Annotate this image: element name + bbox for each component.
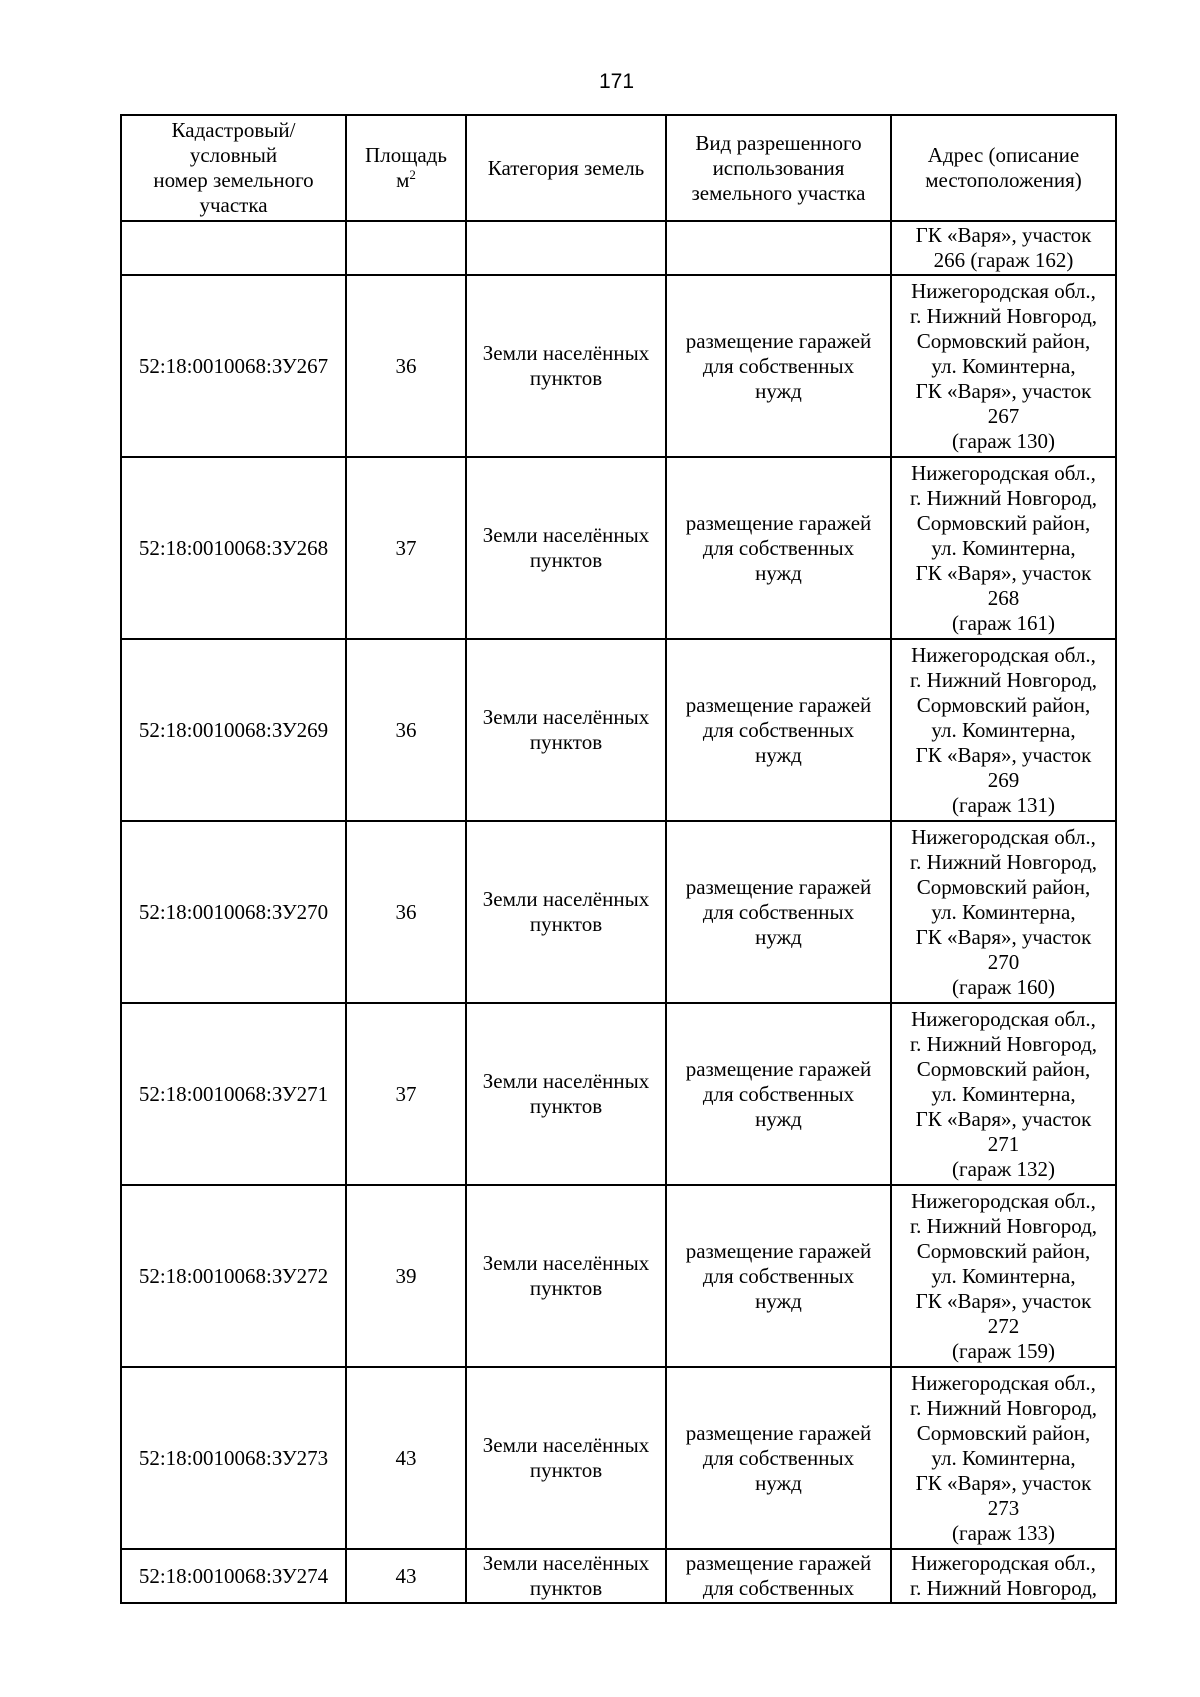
cell-area: 43 — [346, 1367, 466, 1549]
cell-area: 43 — [346, 1549, 466, 1603]
cell-land-category: Земли населённых пунктов — [466, 1185, 666, 1367]
table-row — [121, 1185, 1116, 1367]
header-cadastral-number: Кадастровый/ условный номер земельного участка — [121, 115, 346, 221]
cell-land-category: Земли населённых пунктов — [466, 1549, 666, 1603]
cell-land-category: Земли населённых пунктов — [466, 1367, 666, 1549]
cell-permitted-use: размещение гаражей для собственных нужд — [666, 1003, 891, 1185]
table-row — [121, 639, 1116, 821]
cell-land-category: Земли населённых пунктов — [466, 639, 666, 821]
table-row — [121, 457, 1116, 639]
cell-area: 36 — [346, 639, 466, 821]
cell-land-category: Земли населённых пунктов — [466, 821, 666, 1003]
cell-permitted-use: размещение гаражей для собственных нужд — [666, 1185, 891, 1367]
cell-cadastral-number: 52:18:0010068:ЗУ270 — [121, 821, 346, 1003]
cell-land-category: Земли населённых пунктов — [466, 457, 666, 639]
cell-address: Нижегородская обл., г. Нижний Новгород, Сормовский район, ул. Коминтерна, ГК «Варя», участок 271 (гараж 132) — [891, 1003, 1116, 1185]
cell-area — [346, 221, 466, 275]
table-row — [121, 1003, 1116, 1185]
cell-cadastral-number: 52:18:0010068:ЗУ271 — [121, 1003, 346, 1185]
table-header-row — [121, 115, 1116, 221]
header-area-label: Площадь м — [365, 143, 447, 192]
cell-address: Нижегородская обл., г. Нижний Новгород, — [891, 1549, 1116, 1603]
cell-area: 36 — [346, 821, 466, 1003]
table-row — [121, 275, 1116, 457]
cell-address: Нижегородская обл., г. Нижний Новгород, Сормовский район, ул. Коминтерна, ГК «Варя», участок 273 (гараж 133) — [891, 1367, 1116, 1549]
cell-land-category — [466, 221, 666, 275]
cell-cadastral-number: 52:18:0010068:ЗУ268 — [121, 457, 346, 639]
cell-address: Нижегородская обл., г. Нижний Новгород, Сормовский район, ул. Коминтерна, ГК «Варя», участок 268 (гараж 161) — [891, 457, 1116, 639]
cell-cadastral-number — [121, 221, 346, 275]
header-area-unit-exponent: 2 — [409, 167, 416, 182]
cell-land-category: Земли населённых пунктов — [466, 1003, 666, 1185]
table-row-partial — [121, 1549, 1116, 1603]
header-address: Адрес (описание местоположения) — [891, 115, 1116, 221]
cell-cadastral-number: 52:18:0010068:ЗУ273 — [121, 1367, 346, 1549]
cell-area: 37 — [346, 1003, 466, 1185]
cell-area: 36 — [346, 275, 466, 457]
cell-address: ГК «Варя», участок 266 (гараж 162) — [891, 221, 1116, 275]
cell-permitted-use: размещение гаражей для собственных нужд — [666, 639, 891, 821]
cell-area: 39 — [346, 1185, 466, 1367]
cell-address: Нижегородская обл., г. Нижний Новгород, Сормовский район, ул. Коминтерна, ГК «Варя», участок 272 (гараж 159) — [891, 1185, 1116, 1367]
table-row — [121, 821, 1116, 1003]
cell-permitted-use: размещение гаражей для собственных нужд — [666, 275, 891, 457]
land-plot-table — [120, 114, 1117, 1604]
cell-area: 37 — [346, 457, 466, 639]
table-row — [121, 1367, 1116, 1549]
header-area — [346, 115, 466, 221]
cell-permitted-use — [666, 221, 891, 275]
cell-cadastral-number: 52:18:0010068:ЗУ274 — [121, 1549, 346, 1603]
cell-permitted-use: размещение гаражей для собственных нужд — [666, 1367, 891, 1549]
cell-permitted-use: размещение гаражей для собственных нужд — [666, 821, 891, 1003]
header-permitted-use: Вид разрешенного использования земельного участка — [666, 115, 891, 221]
cell-address: Нижегородская обл., г. Нижний Новгород, Сормовский район, ул. Коминтерна, ГК «Варя», участок 267 (гараж 130) — [891, 275, 1116, 457]
cell-cadastral-number: 52:18:0010068:ЗУ272 — [121, 1185, 346, 1367]
cell-cadastral-number: 52:18:0010068:ЗУ267 — [121, 275, 346, 457]
page-number: 171 — [598, 70, 635, 93]
cell-address: Нижегородская обл., г. Нижний Новгород, Сормовский район, ул. Коминтерна, ГК «Варя», участок 270 (гараж 160) — [891, 821, 1116, 1003]
cell-land-category: Земли населённых пунктов — [466, 275, 666, 457]
cell-permitted-use: размещение гаражей для собственных — [666, 1549, 891, 1603]
cell-permitted-use: размещение гаражей для собственных нужд — [666, 457, 891, 639]
cell-address: Нижегородская обл., г. Нижний Новгород, Сормовский район, ул. Коминтерна, ГК «Варя», участок 269 (гараж 131) — [891, 639, 1116, 821]
header-land-category: Категория земель — [466, 115, 666, 221]
table-row-continuation — [121, 221, 1116, 275]
cell-cadastral-number: 52:18:0010068:ЗУ269 — [121, 639, 346, 821]
